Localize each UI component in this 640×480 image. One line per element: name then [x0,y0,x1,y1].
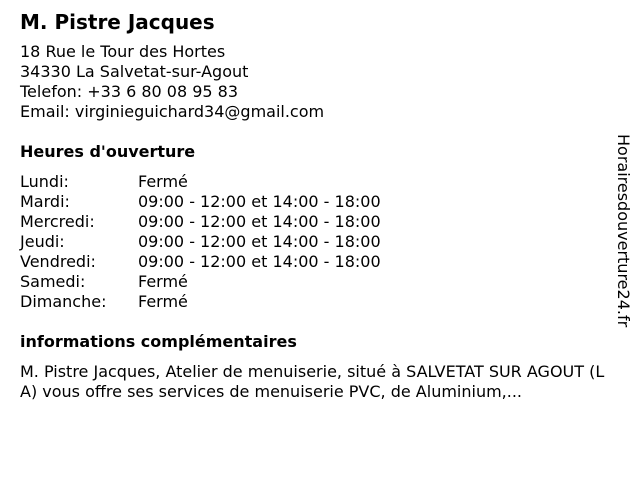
day-hours: Fermé [138,172,188,191]
day-label: Vendredi: [20,252,96,271]
phone-line: Telefon: +33 6 80 08 95 83 [20,82,239,101]
site-watermark: Horairesdouverture24.fr [614,134,633,328]
day-label: Lundi: [20,172,69,191]
day-hours: 09:00 - 12:00 et 14:00 - 18:00 [138,192,381,211]
day-label: Jeudi: [20,232,65,251]
day-hours: 09:00 - 12:00 et 14:00 - 18:00 [138,232,381,251]
info-description: M. Pistre Jacques, Atelier de menuiserie, situé à SALVETAT SUR AGOUT (LA) vous offre ses services de menuiserie PVC, de Aluminium,... [20,362,605,401]
hours-table [20,172,610,312]
hours-row-sunday [20,292,610,312]
address-line-2: 34330 La Salvetat-sur-Agout [20,62,249,81]
hours-row-thursday [20,232,610,252]
hours-row-monday [20,172,610,192]
day-hours: 09:00 - 12:00 et 14:00 - 18:00 [138,212,381,231]
info-heading: informations complémentaires [20,332,297,351]
day-label: Mardi: [20,192,70,211]
day-hours: 09:00 - 12:00 et 14:00 - 18:00 [138,252,381,271]
hours-row-tuesday [20,192,610,212]
day-hours: Fermé [138,292,188,311]
hours-heading: Heures d'ouverture [20,142,196,161]
day-label: Mercredi: [20,212,95,231]
business-name: M. Pistre Jacques [20,10,215,34]
day-label: Samedi: [20,272,86,291]
hours-row-friday [20,252,610,272]
hours-row-saturday [20,272,610,292]
email-line: Email: virginieguichard34@gmail.com [20,102,325,121]
address-line-1: 18 Rue le Tour des Hortes [20,42,226,61]
hours-row-wednesday [20,212,610,232]
day-label: Dimanche: [20,292,107,311]
day-hours: Fermé [138,272,188,291]
business-card [20,10,610,402]
